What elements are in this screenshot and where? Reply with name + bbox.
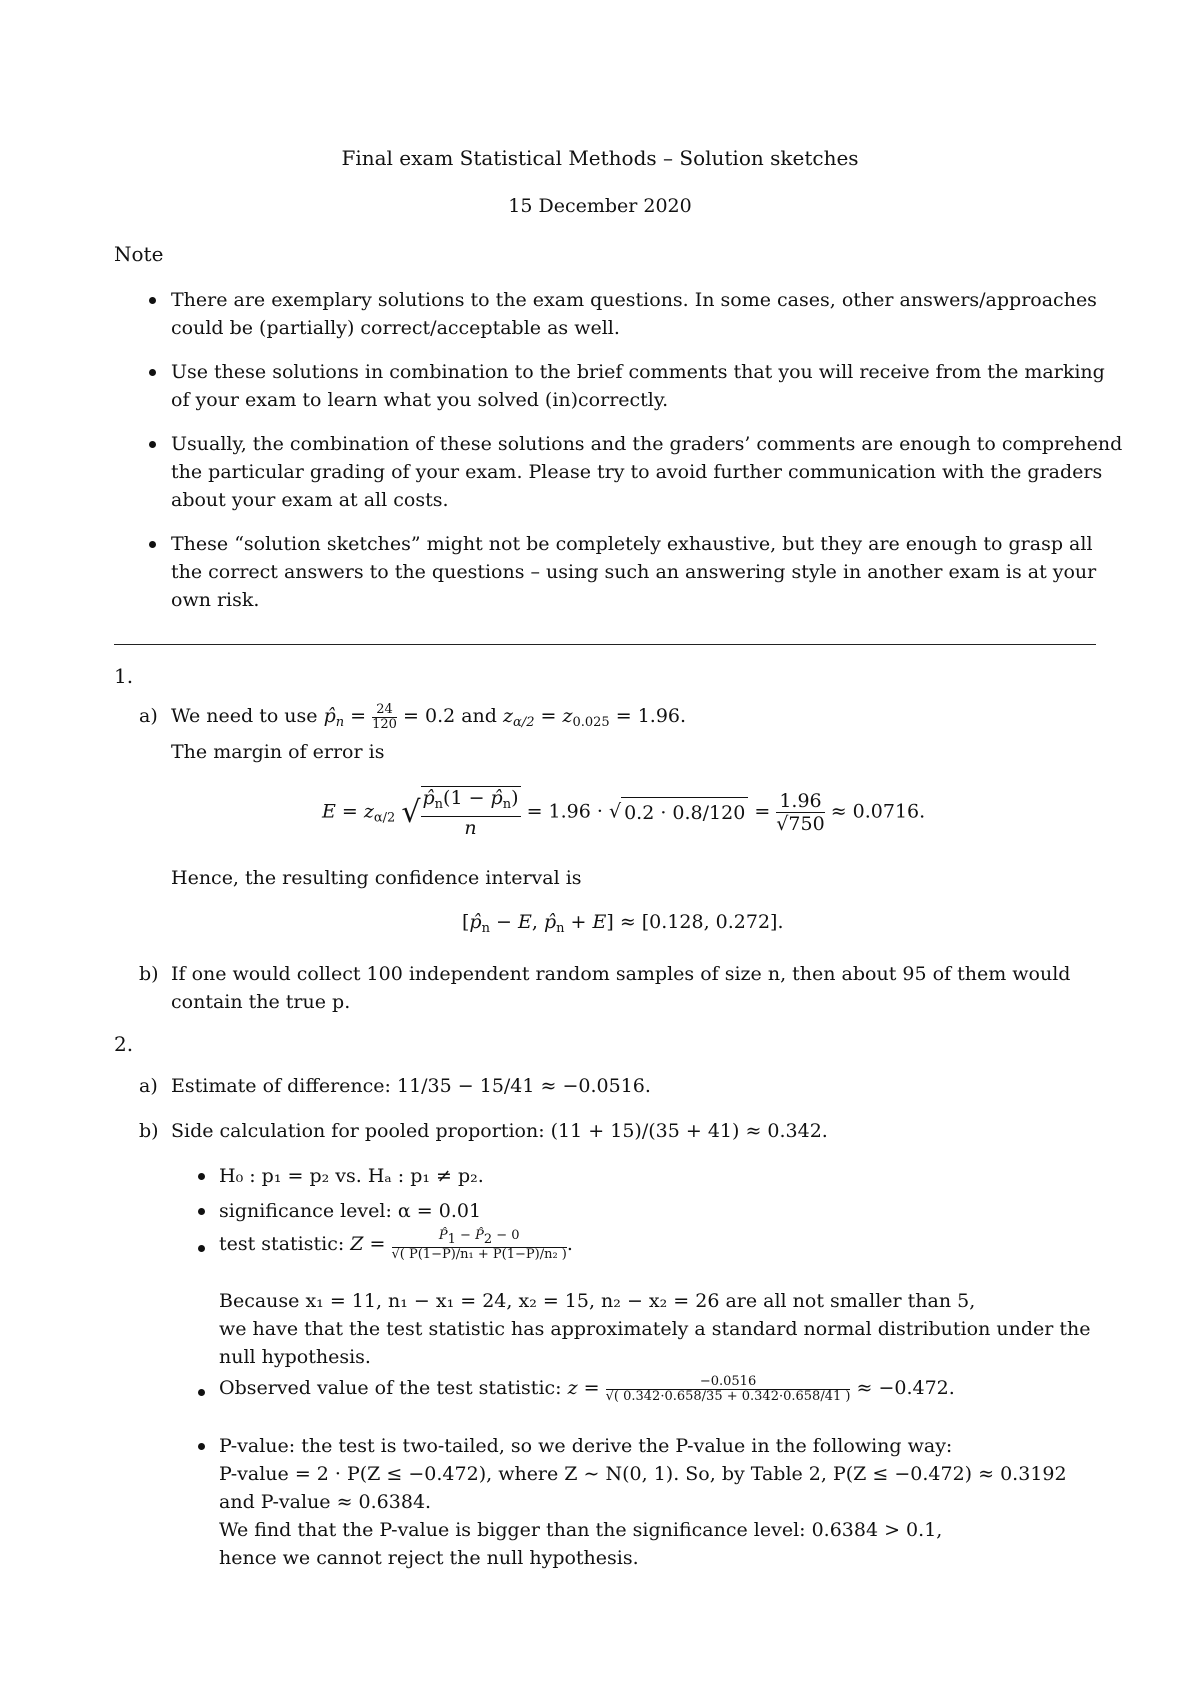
note-bullet-4-line-3: own risk. — [171, 589, 260, 611]
q1a-line-3: Hence, the resulting confidence interval is — [171, 867, 582, 889]
q2b-text: Side calculation for pooled proportion: (11 + 15)/(35 + 41) ≈ 0.342. — [171, 1120, 828, 1142]
pvalue-line-5: hence we cannot reject the null hypothesis. — [219, 1547, 639, 1569]
margin-of-error-formula: $E = z_{\alpha/2}$ √ $\frac{p̂_n(1 - p̂_n)}{n}$ = 1.96 · √ 0.2 · 0.8/120 = $\frac{1.96}{√750}$ ≈ 0.0716. — [322, 787, 926, 839]
pvalue-line-4: We find that the P-value is bigger than the significance level: 0.6384 > 0.1, — [219, 1519, 943, 1541]
document-title: Final exam Statistical Methods – Solution sketches — [341, 146, 859, 170]
test-statistic-formula: test statistic: Z = $\frac{P̂1 - P̂2 - 0}{\text{√( P(1−P)/n₁ + P(1−P)/n₂ )}}$ . — [219, 1227, 573, 1262]
q1a-line-1: We need to use $p̂_n$ = $\frac{24}{120}$ = 0.2 and $z_{\alpha/2} = z_{0.025} = 1.96$. — [171, 701, 687, 732]
note-bullet-3-line-1: Usually, the combination of these solutions and the graders’ comments are enough to comprehend — [171, 433, 1123, 455]
pvalue-line-2: P-value = 2 · P(Z ≤ −0.472), where Z ∼ N(0, 1). So, by Table 2, P(Z ≤ −0.472) ≈ 0.3192 — [219, 1463, 1067, 1485]
distribution-line-2: null hypothesis. — [219, 1346, 371, 1368]
q1a-line-2: The margin of error is — [171, 741, 385, 763]
bullet-icon — [149, 541, 156, 548]
note-bullet-4-line-1: These “solution sketches” might not be completely exhaustive, but they are enough to grasp all — [171, 533, 1093, 555]
note-bullet-3-line-3: about your exam at all costs. — [171, 489, 449, 511]
q2a-text: Estimate of difference: 11/35 − 15/41 ≈ −0.0516. — [171, 1075, 651, 1097]
note-bullet-4-line-2: the correct answers to the questions – using such an answering style in another exam is at your — [171, 561, 1097, 583]
question-2-number: 2. — [114, 1032, 134, 1056]
horizontal-rule — [114, 644, 1096, 645]
q2a-label: a) — [139, 1075, 158, 1097]
note-heading: Note — [114, 242, 164, 266]
q2b-label: b) — [139, 1120, 159, 1142]
note-bullet-2-line-2: of your exam to learn what you solved (in)correctly. — [171, 389, 669, 411]
observed-value: Observed value of the test statistic: z = $\frac{-0.0516}{√( 0.342\cdot 0.658/35 + 0.342\cdot 0.658/41 )}$ ≈ −0.472. — [219, 1373, 955, 1404]
note-bullet-1-line-2: could be (partially) correct/acceptable as well. — [171, 317, 620, 339]
bullet-icon — [198, 1245, 205, 1252]
bullet-icon — [198, 1389, 205, 1396]
q1b-line-1: If one would collect 100 independent random samples of size n, then about 95 of them would — [171, 963, 1071, 985]
note-bullet-1-line-1: There are exemplary solutions to the exam questions. In some cases, other answers/approaches — [171, 289, 1097, 311]
bullet-icon — [149, 297, 156, 304]
note-bullet-2-line-1: Use these solutions in combination to the brief comments that you will receive from the marking — [171, 361, 1105, 383]
note-bullet-3-line-2: the particular grading of your exam. Please try to avoid further communication with the graders — [171, 461, 1103, 483]
q1b-line-2: contain the true p. — [171, 991, 351, 1013]
hypotheses: H₀ : p₁ = p₂ vs. Hₐ : p₁ ≠ p₂. — [219, 1165, 484, 1187]
bullet-icon — [198, 1443, 205, 1450]
q1b-label: b) — [139, 963, 159, 985]
pvalue-line-3: and P-value ≈ 0.6384. — [219, 1491, 432, 1513]
bullet-icon — [149, 369, 156, 376]
bullet-icon — [149, 441, 156, 448]
q1a-line-1-prefix: We need to use — [171, 705, 318, 727]
because-line: Because x₁ = 11, n₁ − x₁ = 24, x₂ = 15, n₂ − x₂ = 26 are all not smaller than 5, — [219, 1290, 976, 1312]
bullet-icon — [198, 1208, 205, 1215]
question-1-number: 1. — [114, 664, 134, 688]
pvalue-line-1: P-value: the test is two-tailed, so we derive the P-value in the following way: — [219, 1435, 953, 1457]
distribution-line-1: we have that the test statistic has approximately a standard normal distribution under the — [219, 1318, 1091, 1340]
significance-level: significance level: α = 0.01 — [219, 1200, 482, 1222]
document-date: 15 December 2020 — [508, 195, 692, 217]
confidence-interval: [$p̂_n - E$, $p̂_n + E] \approx [0.128$, 0.272]. — [462, 911, 784, 936]
q1a-label: a) — [139, 705, 158, 727]
fraction-24-120: $\frac{24}{120}$ — [372, 701, 397, 732]
bullet-icon — [198, 1173, 205, 1180]
